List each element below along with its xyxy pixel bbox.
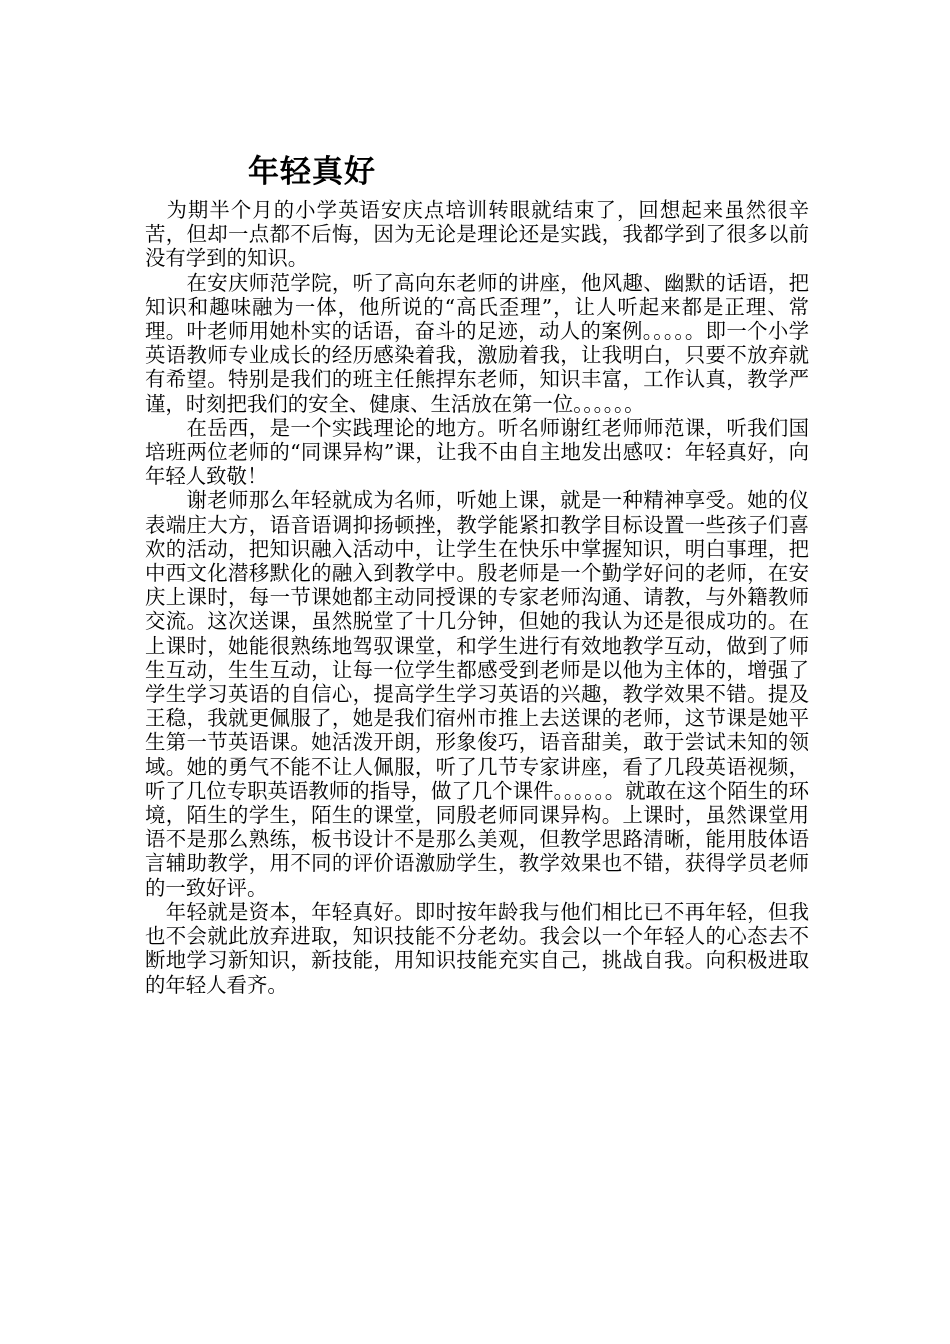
- document-title: 年轻真好: [248, 154, 376, 190]
- paragraph-intro: 为期半个月的小学英语安庆点培训转眼就结束了，回想起来虽然很辛苦，但却一点都不后悔，因为无论是理论还是实践，我都学到了很多以前没有学到的知识。: [145, 198, 809, 271]
- paragraph-yuexi: 在岳西，是一个实践理论的地方。听名师谢红老师师范课，听我们国培班两位老师的“同课异构”课，让我不由自主地发出感叹：年轻真好，向年轻人致敬！: [145, 415, 809, 489]
- paragraph-teachers: 谢老师那么年轻就成为名师，听她上课，就是一种精神享受。她的仪表端庄大方，语音语调抑扬顿挫，教学能紧扣教学目标设置一些孩子们喜欢的活动，把知识融入活动中，让学生在快乐中掌握知识，明白事理，把中西文化潜移默化的融入到教学中。殷老师是一个勤学好问的老师，在安庆上课时，每一节课她都主动同授课的专家老师沟通、请教，与外籍教师交流。这次送课，虽然脱堂了十几分钟，但她的我认为还是很成功的。在上课时，她能很熟练地驾驭课堂，和学生进行有效地教学互动，做到了师生互动，生生互动，让每一位学生都感受到老师是以他为主体的，增强了学生学习英语的自信心，提高学生学习英语的兴趣，教学效果不错。提及王稳，我就更佩服了，她是我们宿州市推上去送课的老师，这节课是她平生第一节英语课。她活泼开朗，形象俊巧，语音甜美，敢于尝试未知的领域。她的勇气不能不让人佩服，听了几节专家讲座，看了几段英语视频，听了几位专职英语教师的指导，做了几个课件。。。。。。就敢在这个陌生的环境，陌生的学生，陌生的课堂，同殷老师同课异构。上课时，虽然课堂用语不是那么熟练，板书设计不是那么美观，但教学思路清晰，能用肢体语言辅助教学，用不同的评价语激励学生，教学效果也不错，获得学员老师的一致好评。: [145, 488, 809, 900]
- document-body: [145, 198, 809, 997]
- paragraph-conclusion: 年轻就是资本，年轻真好。即时按年龄我与他们相比已不再年轻，但我也不会就此放弃进取，知识技能不分老幼。我会以一个年轻人的心态去不断地学习新知识，新技能，用知识技能充实自己，挑战自我。向积极进取的年轻人看齐。: [145, 899, 809, 997]
- paragraph-anqing-normal-college: 在安庆师范学院，听了高向东老师的讲座，他风趣、幽默的话语，把知识和趣味融为一体，他所说的“高氏歪理”，让人听起来都是正理、常理。叶老师用她朴实的话语，奋斗的足迹，动人的案例。。。。。即一个小学英语教师专业成长的经历感染着我，激励着我，让我明白，只要不放弃就有希望。特别是我们的班主任熊捍东老师，知识丰富，工作认真，教学严谨，时刻把我们的安全、健康、生活放在第一位。。。。。。: [145, 270, 809, 416]
